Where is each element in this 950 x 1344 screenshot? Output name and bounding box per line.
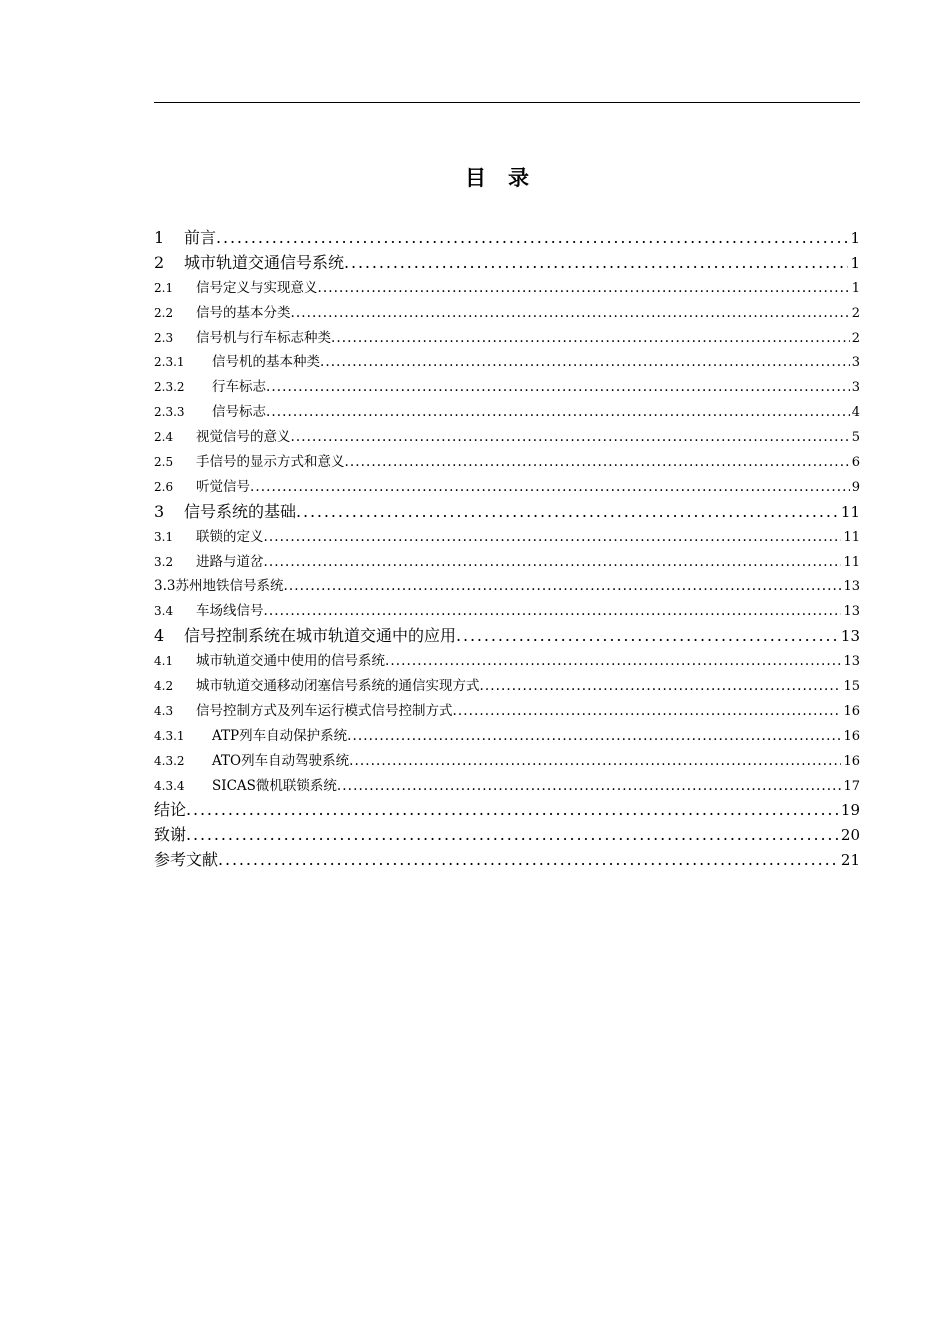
toc-entry-number: 3	[154, 501, 165, 521]
toc-entry[interactable]	[154, 674, 860, 699]
toc-entry-label: ATO列车自动驾驶系统	[212, 752, 350, 769]
toc-entry-number: 1	[154, 228, 165, 247]
toc-entry-page: 16	[843, 753, 860, 769]
toc-entry[interactable]	[154, 848, 860, 873]
toc-entry[interactable]	[154, 326, 860, 351]
toc-entry[interactable]	[154, 475, 860, 500]
toc-entry-label: 信号控制方式及列车运行模式信号控制方式	[196, 702, 453, 719]
toc-entry-page: 9	[851, 479, 860, 495]
toc-entry[interactable]	[154, 749, 860, 774]
toc-entry-page: 4	[851, 405, 860, 421]
toc-entry-number: 4.3.1	[154, 728, 185, 743]
toc-entry-page: 17	[843, 778, 860, 794]
toc-entry[interactable]	[154, 649, 860, 674]
toc-entry[interactable]	[154, 276, 860, 301]
toc-entry-page: 11	[843, 554, 860, 570]
toc-entry-label: SICAS微机联锁系统	[212, 777, 337, 794]
toc-entry[interactable]	[154, 823, 860, 848]
toc-title: 目录	[465, 166, 551, 190]
toc-entry[interactable]	[154, 699, 860, 724]
toc-dot-leader	[291, 425, 850, 450]
toc-entry[interactable]	[154, 525, 860, 550]
toc-entry-page: 16	[843, 728, 860, 744]
toc-dot-leader	[331, 326, 850, 351]
toc-entry-label: 信号定义与实现意义	[196, 279, 318, 296]
toc-entry[interactable]	[154, 301, 860, 326]
toc-entry-label: 信号控制系统在城市轨道交通中的应用	[184, 626, 457, 646]
toc-dot-leader	[456, 624, 839, 649]
toc-entry-label: 信号系统的基础	[184, 501, 297, 521]
toc-dot-leader	[266, 375, 850, 400]
toc-entry[interactable]	[154, 774, 860, 799]
toc-dot-leader	[318, 276, 850, 301]
toc-dot-leader	[266, 400, 850, 425]
toc-entry-number: 2.1	[154, 280, 174, 295]
toc-entry-label: 行车标志	[212, 379, 266, 396]
toc-entry-page: 2	[851, 330, 860, 346]
toc-entry-number: 4.1	[154, 654, 174, 669]
toc-entry-number: 2.3.3	[154, 405, 185, 420]
toc-entry-label: 联锁的定义	[196, 528, 264, 545]
toc-entry[interactable]	[154, 226, 860, 251]
toc-dot-leader	[349, 749, 841, 774]
toc-entry-number: 2.4	[154, 430, 174, 445]
toc-entry-number: 2.3.2	[154, 380, 185, 395]
toc-entry-page: 2	[851, 305, 860, 321]
toc-entry-page: 21	[840, 851, 860, 870]
toc-entry-label: 城市轨道交通信号系统	[184, 252, 345, 272]
toc-entry-number: 4.2	[154, 679, 174, 694]
toc-entry-label: 城市轨道交通移动闭塞信号系统的通信实现方式	[196, 678, 480, 695]
toc-entry-number: 2.5	[154, 455, 174, 470]
toc-entry-page: 13	[843, 579, 860, 595]
toc-entry-number: 2.6	[154, 479, 174, 494]
toc-entry-page: 11	[843, 529, 860, 545]
toc-entry-number: 4	[154, 626, 165, 646]
toc-entry-label: 进路与道岔	[196, 553, 264, 570]
toc-entry[interactable]	[154, 599, 860, 624]
toc-dot-leader	[344, 251, 848, 276]
toc-entry[interactable]	[154, 724, 860, 749]
toc-entry-number: 2.3.1	[154, 355, 185, 370]
toc-dot-leader	[291, 301, 850, 326]
toc-dot-leader	[347, 724, 841, 749]
toc-entry-label: 前言	[184, 228, 217, 247]
toc-entry-label: 信号的基本分类	[196, 304, 291, 321]
toc-entry[interactable]	[154, 400, 860, 425]
table-of-contents	[154, 226, 860, 873]
toc-entry[interactable]	[154, 350, 860, 375]
toc-dot-leader	[337, 774, 842, 799]
toc-entry-page: 16	[843, 703, 860, 719]
toc-dot-leader	[296, 500, 839, 525]
toc-entry-page: 20	[840, 826, 860, 845]
toc-dot-leader	[264, 599, 842, 624]
toc-dot-leader	[264, 525, 842, 550]
toc-entry[interactable]	[154, 450, 860, 475]
toc-entry[interactable]	[154, 425, 860, 450]
toc-dot-leader	[480, 674, 842, 699]
toc-entry[interactable]	[154, 798, 860, 823]
toc-entry-label: 视觉信号的意义	[196, 429, 291, 446]
toc-entry-number: 4.3.4	[154, 778, 185, 793]
toc-entry-label: 参考文献	[154, 850, 219, 870]
toc-dot-leader	[453, 699, 842, 724]
toc-entry-page: 1	[851, 280, 860, 296]
toc-entry-number: 4.3	[154, 703, 174, 718]
toc-dot-leader	[186, 798, 839, 823]
toc-entry-page: 5	[851, 430, 860, 446]
toc-entry-number: 2	[154, 252, 165, 272]
toc-entry-label: ATP列车自动保护系统	[212, 727, 348, 744]
toc-entry-page: 1	[850, 229, 860, 247]
toc-entry[interactable]	[154, 500, 860, 525]
toc-dot-leader	[385, 649, 841, 674]
toc-entry-page: 13	[840, 627, 860, 646]
toc-entry-label: 信号标志	[212, 404, 266, 421]
toc-entry-number: 2.2	[154, 305, 174, 320]
toc-entry[interactable]	[154, 251, 860, 276]
toc-dot-leader	[250, 475, 850, 500]
toc-entry-number: 2.3	[154, 330, 174, 345]
toc-entry-label: 信号机与行车标志种类	[196, 329, 331, 346]
toc-entry-number: 4.3.2	[154, 753, 185, 768]
toc-dot-leader	[264, 550, 842, 575]
toc-entry-page: 1	[850, 253, 860, 272]
header-rule	[154, 102, 860, 103]
toc-dot-leader	[186, 823, 839, 848]
toc-entry-page: 13	[843, 654, 860, 670]
toc-entry[interactable]	[154, 624, 860, 649]
toc-entry[interactable]	[154, 550, 860, 575]
toc-entry-label: 城市轨道交通中使用的信号系统	[196, 653, 385, 670]
toc-dot-leader	[218, 848, 839, 873]
toc-entry-label: 手信号的显示方式和意义	[196, 454, 345, 471]
toc-entry-page: 11	[840, 502, 860, 521]
toc-entry-label: 3.3苏州地铁信号系统	[154, 578, 284, 595]
toc-entry-page: 15	[843, 679, 860, 695]
toc-entry-page: 19	[840, 801, 860, 820]
toc-entry-label: 致谢	[154, 825, 187, 845]
toc-entry[interactable]	[154, 574, 860, 599]
toc-dot-leader	[283, 574, 841, 599]
toc-entry-number: 3.1	[154, 529, 174, 544]
toc-entry-page: 13	[843, 604, 860, 620]
toc-entry-label: 听觉信号	[196, 478, 250, 495]
toc-entry-page: 3	[851, 380, 860, 396]
toc-entry-number: 3.2	[154, 554, 174, 569]
toc-entry-label: 信号机的基本种类	[212, 354, 320, 371]
toc-entry-label: 车场线信号	[196, 603, 264, 620]
toc-entry-label: 结论	[154, 800, 187, 820]
toc-dot-leader	[320, 350, 850, 375]
toc-dot-leader	[216, 226, 848, 251]
toc-entry-page: 3	[851, 355, 860, 371]
toc-entry-page: 6	[851, 455, 860, 471]
toc-entry[interactable]	[154, 375, 860, 400]
toc-entry-number: 3.4	[154, 604, 174, 619]
toc-dot-leader	[345, 450, 850, 475]
